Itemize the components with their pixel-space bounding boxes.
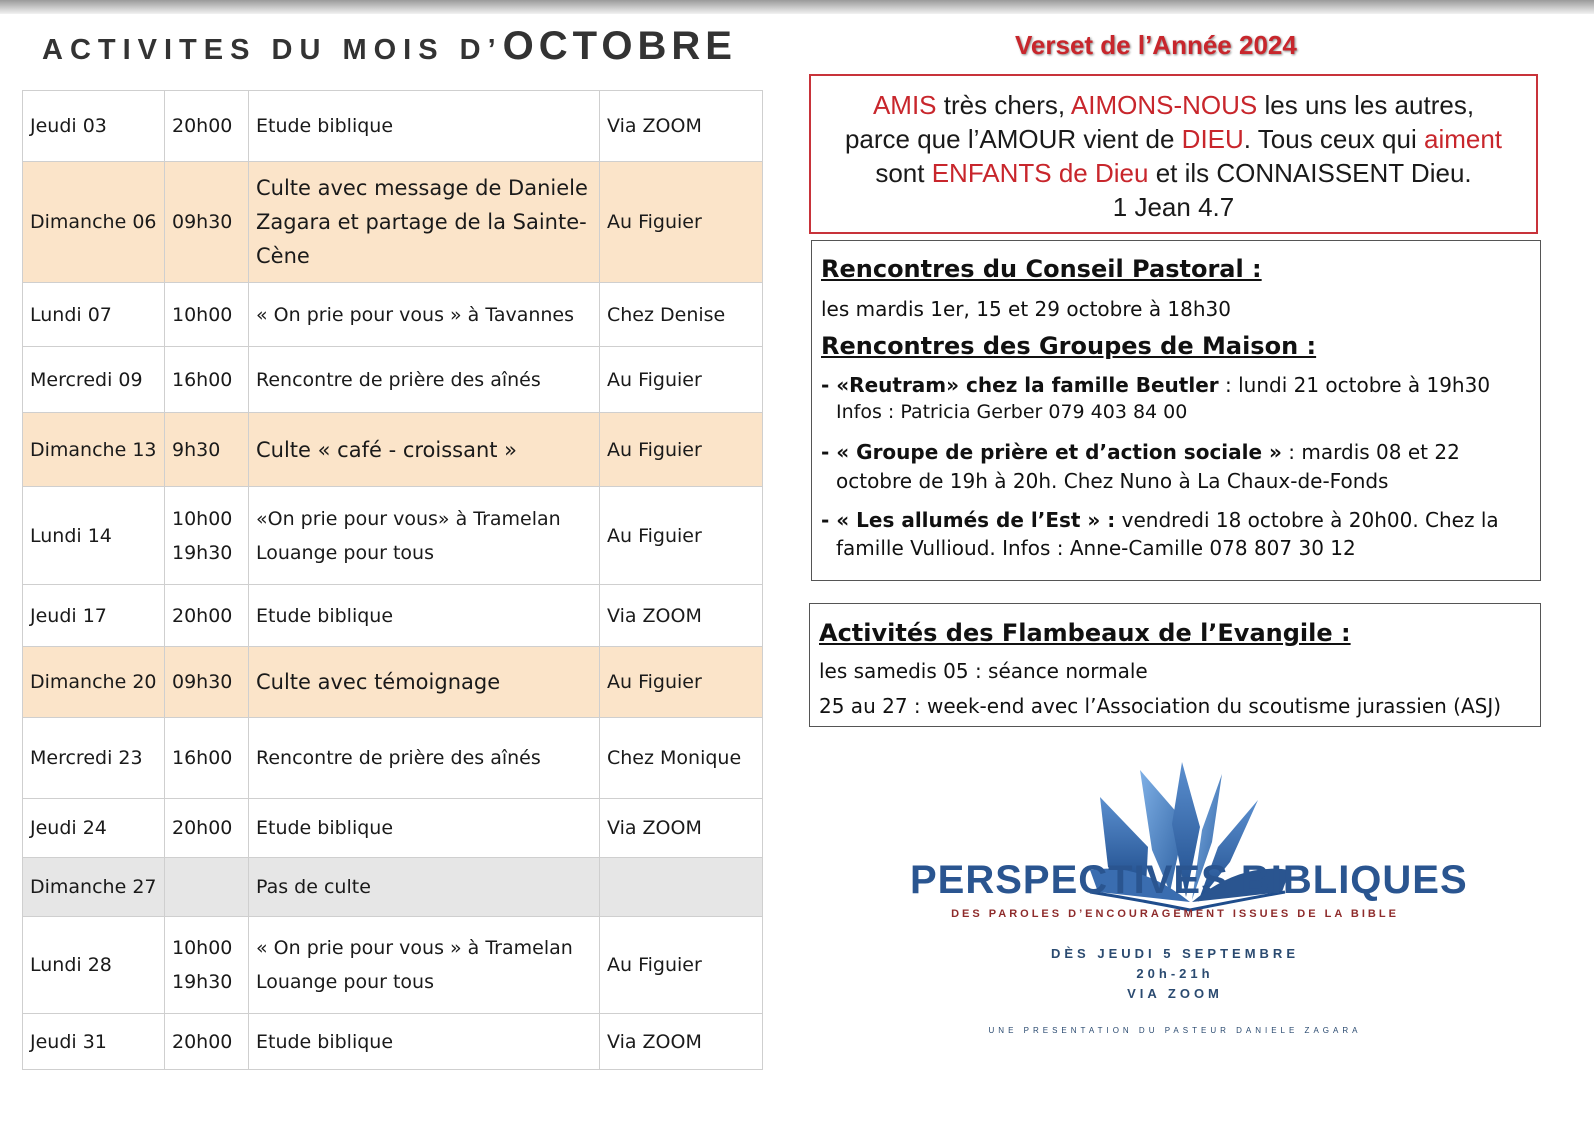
table-row — [23, 799, 763, 858]
meetings-box — [811, 240, 1541, 581]
activity-cell: Pas de culte — [249, 858, 600, 917]
activity-cell: Rencontre de prière des aînés — [249, 347, 600, 413]
verse-reference: 1 Jean 4.7 — [1112, 192, 1235, 222]
place-cell: Au Figuier — [600, 162, 763, 283]
schedule-table — [22, 90, 763, 1070]
time-cell: 20h00 — [165, 799, 249, 858]
flambeaux-line: les samedis 05 : séance normale — [819, 659, 1148, 683]
table-row — [23, 347, 763, 413]
flambeaux-box — [809, 603, 1541, 727]
day-cell: Jeudi 17 — [23, 585, 165, 647]
time-cell: 09h30 — [165, 162, 249, 283]
group-name: - « Les allumés de l’Est » : — [821, 508, 1116, 532]
verse-word: aiment — [1423, 124, 1503, 154]
activity-cell — [249, 487, 600, 585]
verse-word: DIEU — [1181, 124, 1244, 154]
verse-line — [811, 122, 1536, 156]
promo-subtitle: DES PAROLES D’ENCOURAGEMENT ISSUES DE LA BIBLE — [951, 908, 1399, 920]
place-cell: Au Figuier — [600, 647, 763, 718]
table-row — [23, 858, 763, 917]
group-name: - « Groupe de prière et d’action sociale » — [821, 440, 1282, 464]
day-cell: Jeudi 31 — [23, 1014, 165, 1070]
activity-line: Louange pour tous — [256, 541, 434, 564]
flambeaux-heading: Activités des Flambeaux de l’Evangile : — [819, 619, 1351, 647]
place-cell: Via ZOOM — [600, 1014, 763, 1070]
day-cell: Lundi 28 — [23, 917, 165, 1014]
activity-line: «On prie pour vous» à Tramelan — [256, 507, 561, 530]
activity-cell: Etude biblique — [249, 1014, 600, 1070]
promo-time: 20h-21h — [1136, 966, 1214, 981]
day-cell: Jeudi 24 — [23, 799, 165, 858]
verse-word: parce que l’AMOUR vient de — [844, 124, 1182, 154]
promo-title — [910, 858, 1468, 903]
title-month: OCTOBRE — [502, 24, 737, 68]
time-cell: 16h00 — [165, 347, 249, 413]
time-line: 10h00 — [172, 937, 233, 959]
table-row — [23, 283, 763, 347]
table-row — [23, 917, 763, 1014]
activity-cell: Culte avec message de Daniele Zagara et partage de la Sainte-Cène — [249, 162, 600, 283]
time-line: 19h30 — [172, 541, 233, 564]
place-cell — [600, 858, 763, 917]
time-line: 10h00 — [172, 507, 233, 530]
time-cell: 10h00 — [165, 283, 249, 347]
group-details: vendredi 18 octobre à 20h00. Chez la — [1115, 508, 1499, 532]
day-cell: Dimanche 13 — [23, 413, 165, 487]
place-cell: Au Figuier — [600, 413, 763, 487]
group-item — [821, 440, 1460, 464]
verse-word: ENFANTS de Dieu — [931, 158, 1149, 188]
place-cell: Via ZOOM — [600, 799, 763, 858]
activity-line: Louange pour tous — [256, 971, 434, 993]
time-cell — [165, 487, 249, 585]
time-cell: 20h00 — [165, 1014, 249, 1070]
day-cell: Mercredi 23 — [23, 718, 165, 799]
activity-cell: « On prie pour vous » à Tavannes — [249, 283, 600, 347]
time-cell: 20h00 — [165, 91, 249, 162]
place-cell: Au Figuier — [600, 347, 763, 413]
day-cell: Jeudi 03 — [23, 91, 165, 162]
activity-cell: Culte avec témoignage — [249, 647, 600, 718]
verse-word: très chers, — [936, 90, 1071, 120]
conseil-text: les mardis 1er, 15 et 29 octobre à 18h30 — [821, 297, 1231, 321]
table-row — [23, 647, 763, 718]
activity-cell — [249, 917, 600, 1014]
group-item — [821, 508, 1499, 532]
verse-word: AMIS — [872, 90, 937, 120]
time-cell: 20h00 — [165, 585, 249, 647]
activity-cell: Etude biblique — [249, 799, 600, 858]
day-cell: Dimanche 20 — [23, 647, 165, 718]
activity-cell: Etude biblique — [249, 91, 600, 162]
place-cell: Au Figuier — [600, 487, 763, 585]
time-cell: 16h00 — [165, 718, 249, 799]
table-row — [23, 718, 763, 799]
table-row — [23, 413, 763, 487]
verse-word: sont — [875, 158, 932, 188]
group-info: octobre de 19h à 20h. Chez Nuno à La Chaux-de-Fonds — [836, 469, 1389, 493]
day-cell: Dimanche 27 — [23, 858, 165, 917]
day-cell: Mercredi 09 — [23, 347, 165, 413]
time-line: 19h30 — [172, 971, 233, 993]
table-row — [23, 585, 763, 647]
activity-cell: Etude biblique — [249, 585, 600, 647]
page-title — [42, 24, 737, 69]
group-name: - «Reutram» chez la famille Beutler — [821, 373, 1219, 397]
table-row — [23, 487, 763, 585]
day-cell: Lundi 14 — [23, 487, 165, 585]
verse-word: les uns les autres, — [1257, 90, 1475, 120]
time-cell: 9h30 — [165, 413, 249, 487]
table-row — [23, 162, 763, 283]
promo-footer: UNE PRESENTATION DU PASTEUR DANIELE ZAGARA — [988, 1026, 1362, 1035]
verse-word: et ils CONNAISSENT Dieu. — [1148, 158, 1472, 188]
verse-word: AIMONS-NOUS — [1070, 90, 1258, 120]
table-row — [23, 1014, 763, 1070]
time-cell — [165, 858, 249, 917]
place-cell: Chez Monique — [600, 718, 763, 799]
verse-heading: Verset de l’Année 2024 — [1015, 30, 1297, 60]
group-info: Infos : Patricia Gerber 079 403 84 00 — [836, 401, 1188, 423]
verse-line — [811, 88, 1536, 122]
promo-title-b: BIBLIQUES — [1240, 858, 1468, 902]
group-details: : mardis 08 et 22 — [1281, 440, 1460, 464]
table-row — [23, 91, 763, 162]
time-cell — [165, 917, 249, 1014]
title-prefix: ACTIVITES DU MOIS D’ — [42, 34, 503, 66]
conseil-heading: Rencontres du Conseil Pastoral : — [821, 255, 1262, 283]
verse-word: . Tous ceux qui — [1243, 124, 1424, 154]
activity-cell: Culte « café - croissant » — [249, 413, 600, 487]
place-cell: Via ZOOM — [600, 585, 763, 647]
promo-title-a: PERSPECTIVES — [910, 858, 1241, 902]
promo-date: DÈS JEUDI 5 SEPTEMBRE — [1051, 946, 1299, 961]
day-cell: Lundi 07 — [23, 283, 165, 347]
groupes-heading: Rencontres des Groupes de Maison : — [821, 332, 1317, 360]
day-cell: Dimanche 06 — [23, 162, 165, 283]
group-details: : lundi 21 octobre à 19h30 — [1218, 373, 1491, 397]
group-item — [821, 373, 1490, 397]
place-cell: Chez Denise — [600, 283, 763, 347]
activity-cell: Rencontre de prière des aînés — [249, 718, 600, 799]
flambeaux-line: 25 au 27 : week-end avec l’Association du scoutisme jurassien (ASJ) — [819, 694, 1502, 718]
verse-box — [809, 74, 1538, 234]
window-top-bar — [0, 0, 1594, 14]
time-cell: 09h30 — [165, 647, 249, 718]
promo-location: VIA ZOOM — [1127, 986, 1223, 1001]
group-info: famille Vullioud. Infos : Anne-Camille 078 807 30 12 — [836, 536, 1356, 560]
verse-line — [811, 156, 1536, 190]
activity-line: « On prie pour vous » à Tramelan — [256, 937, 573, 959]
place-cell: Via ZOOM — [600, 91, 763, 162]
place-cell: Au Figuier — [600, 917, 763, 1014]
